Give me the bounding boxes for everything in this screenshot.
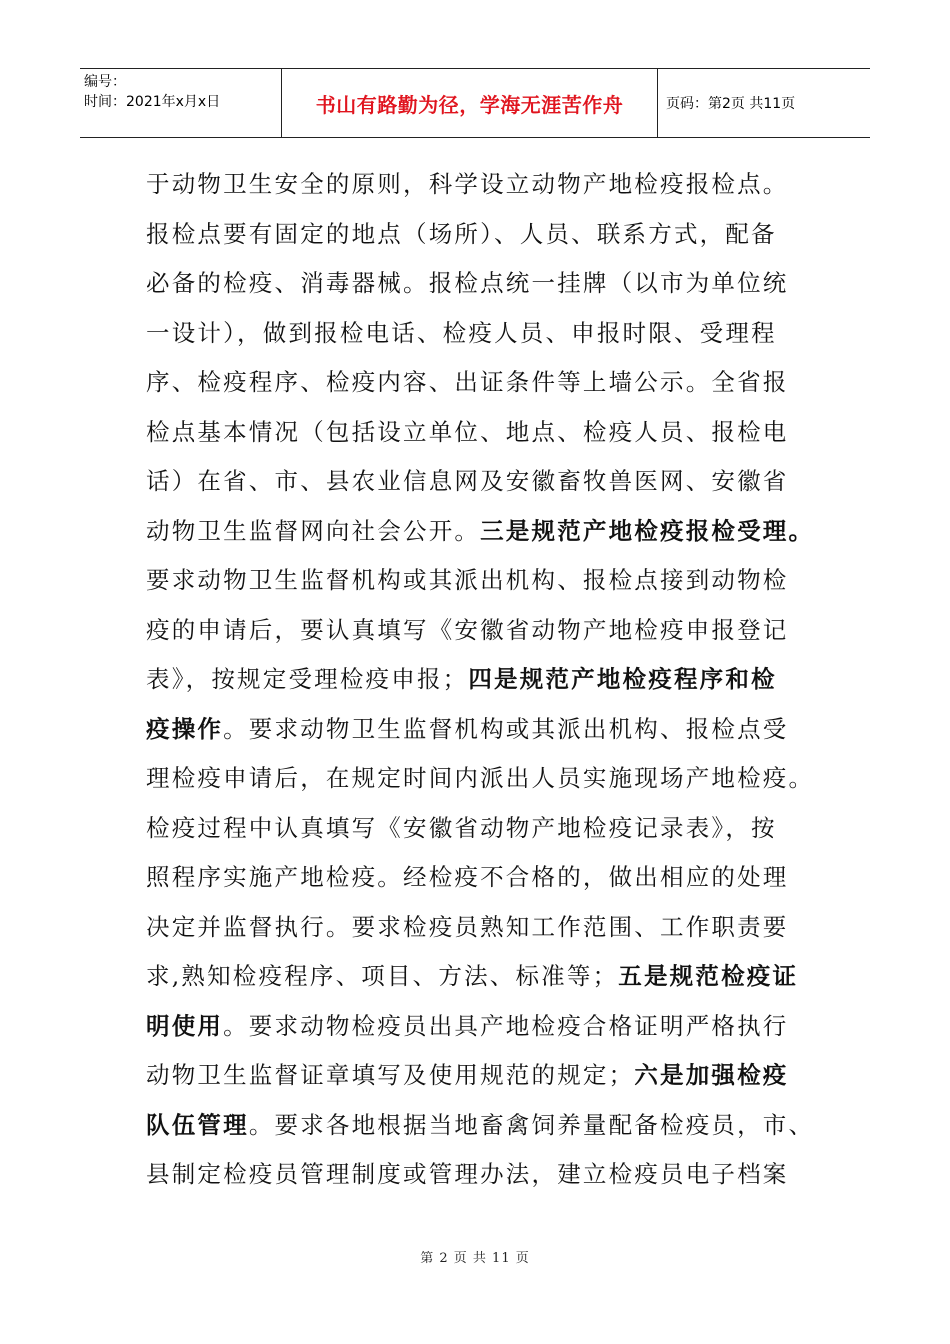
bold-text-segment: 三是规范产地检疫报检受理。 <box>480 516 815 545</box>
text-line <box>146 408 816 458</box>
page-footer: 第 2 页 共 11 页 <box>420 1251 530 1266</box>
number-label: 编号： <box>84 74 126 90</box>
text-segment: 必备的检疫、消毒器械。报检点统一挂牌（以市为单位统 <box>146 269 789 297</box>
text-segment: 一设计），做到报检电话、检疫人员、申报时限、受理程 <box>146 318 777 347</box>
text-line <box>146 1101 816 1151</box>
text-line <box>146 507 816 557</box>
text-line <box>146 754 816 804</box>
text-line <box>146 556 816 606</box>
document-body <box>146 160 816 1200</box>
text-segment: 动物卫生监督证章填写及使用规范的规定； <box>146 1061 635 1089</box>
text-segment: 。要求动物卫生监督机构或其派出机构、报检点受 <box>223 714 789 743</box>
text-segment: 动物卫生监督网向社会公开。 <box>146 516 481 545</box>
header-meta <box>80 69 282 137</box>
text-line <box>146 1051 816 1101</box>
text-line <box>146 655 816 705</box>
text-line <box>146 952 816 1002</box>
text-segment: 检疫过程中认真填写《安徽省动物产地检疫记录表》，按 <box>146 813 777 842</box>
text-line <box>146 457 816 507</box>
text-segment: 。要求动物检疫员出具产地检疫合格证明严格执行 <box>223 1011 789 1040</box>
text-segment: 检点基本情况（包括设立单位、地点、检疫人员、报检电 <box>146 417 789 446</box>
header-page-code: 页码：第2页 共11页 <box>666 96 796 112</box>
text-segment: 县制定检疫员管理制度或管理办法，建立检疫员电子档案 <box>146 1160 789 1188</box>
text-segment: 疫的申请后，要认真填写《安徽省动物产地检疫申报登记 <box>146 615 789 644</box>
text-segment: 要求动物卫生监督机构或其派出机构、报检点接到动物检 <box>146 566 789 594</box>
text-line <box>146 210 816 260</box>
text-line <box>146 259 816 309</box>
bold-text-segment: 四是规范产地检疫程序和检 <box>468 665 777 693</box>
text-segment: 话）在省、市、县农业信息网及安徽畜牧兽医网、安徽省 <box>146 467 789 495</box>
text-line <box>146 853 816 903</box>
bold-text-segment: 疫操作 <box>146 714 224 743</box>
text-line <box>146 804 816 854</box>
bold-text-segment: 六是加强检疫 <box>634 1061 789 1089</box>
text-line <box>146 705 816 755</box>
bold-text-segment: 五是规范检疫证 <box>618 962 799 990</box>
text-segment: 序、检疫程序、检疫内容、出证条件等上墙公示。全省报 <box>146 368 789 396</box>
text-segment: 表》，按规定受理检疫申报； <box>146 665 469 693</box>
text-line <box>146 309 816 359</box>
text-segment: 理检疫申请后，在规定时间内派出人员实施现场产地检疫。 <box>146 764 815 792</box>
bold-text-segment: 明使用 <box>146 1011 224 1040</box>
text-segment: 照程序实施产地检疫。经检疫不合格的，做出相应的处理 <box>146 863 789 891</box>
header-motto: 书山有路勤为径，学海无涯苦作舟 <box>282 69 658 137</box>
text-line <box>146 1002 816 1052</box>
time-label: 时间：2021年x月x日 <box>84 94 221 110</box>
text-line <box>146 606 816 656</box>
text-line <box>146 358 816 408</box>
text-line <box>146 160 816 210</box>
text-segment: 于动物卫生安全的原则，科学设立动物产地检疫报检点。 <box>146 170 789 198</box>
text-line <box>146 903 816 953</box>
text-segment: 报检点要有固定的地点（场所）、人员、联系方式，配备 <box>146 219 777 248</box>
page-header <box>80 68 870 138</box>
text-segment: 决定并监督执行。要求检疫员熟知工作范围、工作职责要 <box>146 912 789 941</box>
text-line <box>146 1150 816 1200</box>
text-segment: 。要求各地根据当地畜禽饲养量配备检疫员，市、 <box>248 1110 815 1139</box>
bold-text-segment: 队伍管理 <box>146 1110 249 1139</box>
text-segment: 求,熟知检疫程序、项目、方法、标准等； <box>146 962 619 990</box>
